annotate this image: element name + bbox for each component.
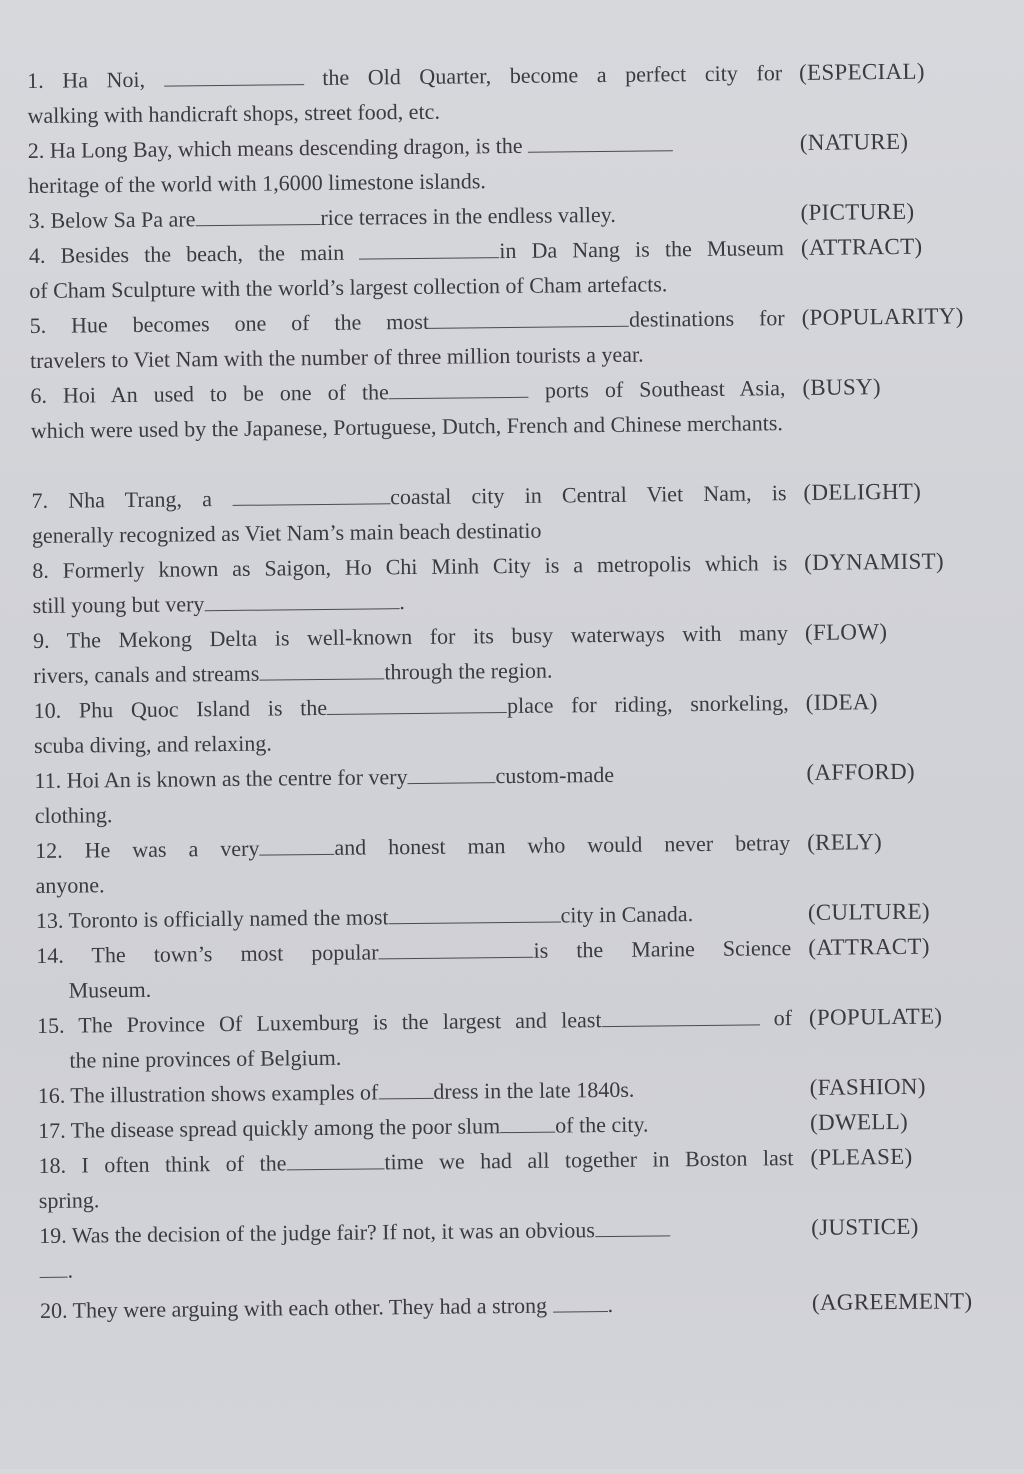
- answer-blank[interactable]: [388, 902, 560, 925]
- word-hint: (PICTURE): [800, 198, 915, 225]
- answer-blank-continued[interactable]: [39, 1257, 67, 1278]
- question-continuation: anyone.: [35, 872, 105, 898]
- question-continuation: rivers, canals and streams through the region.: [33, 657, 553, 689]
- word-hint: (ATTRACT): [800, 233, 923, 260]
- question-line: 19. Was the decision of the judge fair? If not, it was an obvious: [39, 1210, 794, 1253]
- question-continuation: scuba diving, and relaxing.: [33, 730, 272, 759]
- word-hint: (AGREEMENT): [811, 1288, 973, 1315]
- answer-blank[interactable]: [429, 306, 629, 329]
- answer-blank[interactable]: [204, 588, 399, 611]
- question-9: [33, 613, 990, 693]
- word-hint: (DWELL): [809, 1108, 909, 1135]
- answer-blank[interactable]: [378, 937, 533, 960]
- answer-blank[interactable]: [286, 1148, 384, 1170]
- question-continuation: walking with handicraft shops, street food, etc.: [27, 98, 441, 129]
- question-line: 14. The town’s most popular is the Marine Science: [36, 935, 792, 968]
- question-line: 4. Besides the beach, the main in Da Nang is the Museum: [28, 235, 785, 269]
- word-hint: (ATTRACT): [808, 933, 930, 960]
- question-12: [35, 823, 992, 903]
- question-continuation: of Cham Sculpture with the world’s largest collection of Cham artefacts.: [29, 271, 668, 304]
- question-11: [34, 753, 991, 833]
- answer-blank[interactable]: [259, 834, 334, 856]
- word-hint: (RELY): [807, 829, 883, 855]
- question-line: 2. Ha Long Bay, which means descending dragon, is the: [28, 125, 783, 168]
- word-hint: (AFFORD): [806, 758, 916, 785]
- answer-blank[interactable]: [359, 237, 499, 259]
- answer-blank[interactable]: [500, 1112, 555, 1134]
- word-hint: (ESPECIAL): [798, 58, 925, 85]
- question-7: [31, 473, 988, 553]
- question-continuation: heritage of the world with 1,6000 limestone islands.: [28, 168, 486, 199]
- question-19: [39, 1208, 996, 1288]
- question-continuation: generally recognized as Viet Nam’s main beach destinatio: [31, 517, 542, 549]
- question-line: 3. Below Sa Pa are rice terraces in the endless valley.: [28, 201, 616, 234]
- question-line: 18. I often think of the time we had all together in Boston last: [38, 1145, 794, 1178]
- question-continuation: still young but very .: [32, 589, 405, 619]
- word-hint: (IDEA): [805, 689, 878, 715]
- answer-blank[interactable]: [163, 64, 303, 86]
- question-line: 7. Nha Trang, a coastal city in Central Viet Nam, is: [31, 480, 787, 514]
- question-line: 12. He was a very and honest man who would never betray: [35, 830, 791, 863]
- question-line: 1. Ha Noi, the Old Quarter, become a perfect city for: [26, 60, 783, 94]
- question-line: 5. Hue becomes one of the most destinations for: [29, 305, 785, 339]
- answer-blank[interactable]: [327, 692, 507, 715]
- question-6: [30, 368, 987, 448]
- question-continuation: which were used by the Japanese, Portuguese, Dutch, French and Chinese merchants.: [30, 410, 783, 444]
- question-line: 16. The illustration shows examples of dress in the late 1840s.: [37, 1076, 635, 1108]
- question-18: [38, 1138, 995, 1218]
- question-4: [29, 228, 986, 308]
- word-hint: (POPULARITY): [801, 303, 964, 330]
- answer-blank[interactable]: [259, 658, 384, 680]
- word-hint: (BUSY): [802, 374, 881, 400]
- word-hint: (DELIGHT): [803, 478, 922, 505]
- word-hint: (POPULATE): [808, 1003, 943, 1030]
- word-hint: (DYNAMIST): [804, 548, 945, 575]
- question-line: 8. Formerly known as Saigon, Ho Chi Minh City is a metropolis which is: [32, 550, 788, 584]
- question-line: 15. The Province Of Luxemburg is the largest and least of: [36, 1005, 793, 1038]
- question-20: [40, 1283, 996, 1328]
- word-hint: (CULTURE): [807, 898, 930, 925]
- question-line: 6. Hoi An used to be one of the ports of Southeast Asia,: [30, 375, 786, 409]
- answer-blank[interactable]: [195, 204, 320, 226]
- question-15: [37, 998, 994, 1078]
- question-continuation: clothing.: [34, 802, 113, 829]
- question-continuation: .: [39, 1245, 794, 1288]
- answer-blank[interactable]: [595, 1215, 670, 1237]
- question-line: 11. Hoi An is known as the centre for very custom-made: [34, 761, 615, 794]
- word-hint: (PLEASE): [810, 1143, 913, 1170]
- question-line: 20. They were arguing with each other. They had a strong .: [39, 1291, 614, 1323]
- answer-blank[interactable]: [601, 1004, 759, 1027]
- question-line: 10. Phu Quoc Island is the place for riding, snorkeling,: [33, 690, 789, 724]
- question-2: [28, 123, 985, 203]
- question-continuation: spring.: [38, 1187, 100, 1213]
- word-hint: (FLOW): [804, 619, 888, 645]
- question-14: [36, 928, 993, 1008]
- question-continuation: travelers to Viet Nam with the number of three million tourists a year.: [29, 341, 644, 374]
- question-line: 13. Toronto is officially named the most city in Canada.: [35, 901, 694, 933]
- word-hint: (JUSTICE): [811, 1213, 919, 1240]
- question-line: 9. The Mekong Delta is well-known for its busy waterways with many: [32, 620, 789, 654]
- word-hint: (FASHION): [809, 1073, 926, 1100]
- answer-blank[interactable]: [389, 377, 529, 399]
- answer-blank[interactable]: [407, 762, 495, 784]
- answer-blank[interactable]: [378, 1078, 433, 1100]
- answer-blank[interactable]: [232, 483, 390, 506]
- question-5: [30, 298, 987, 378]
- answer-blank[interactable]: [552, 1291, 607, 1313]
- answer-blank[interactable]: [528, 130, 673, 153]
- question-continuation: the nine provinces of Belgium.: [69, 1044, 342, 1073]
- question-1: [27, 53, 984, 133]
- question-continuation: Museum.: [68, 976, 152, 1003]
- question-line: 17. The disease spread quickly among the poor slum of the city.: [37, 1111, 649, 1143]
- word-hint: (NATURE): [799, 128, 909, 155]
- question-10: [34, 683, 991, 763]
- question-8: [32, 543, 989, 623]
